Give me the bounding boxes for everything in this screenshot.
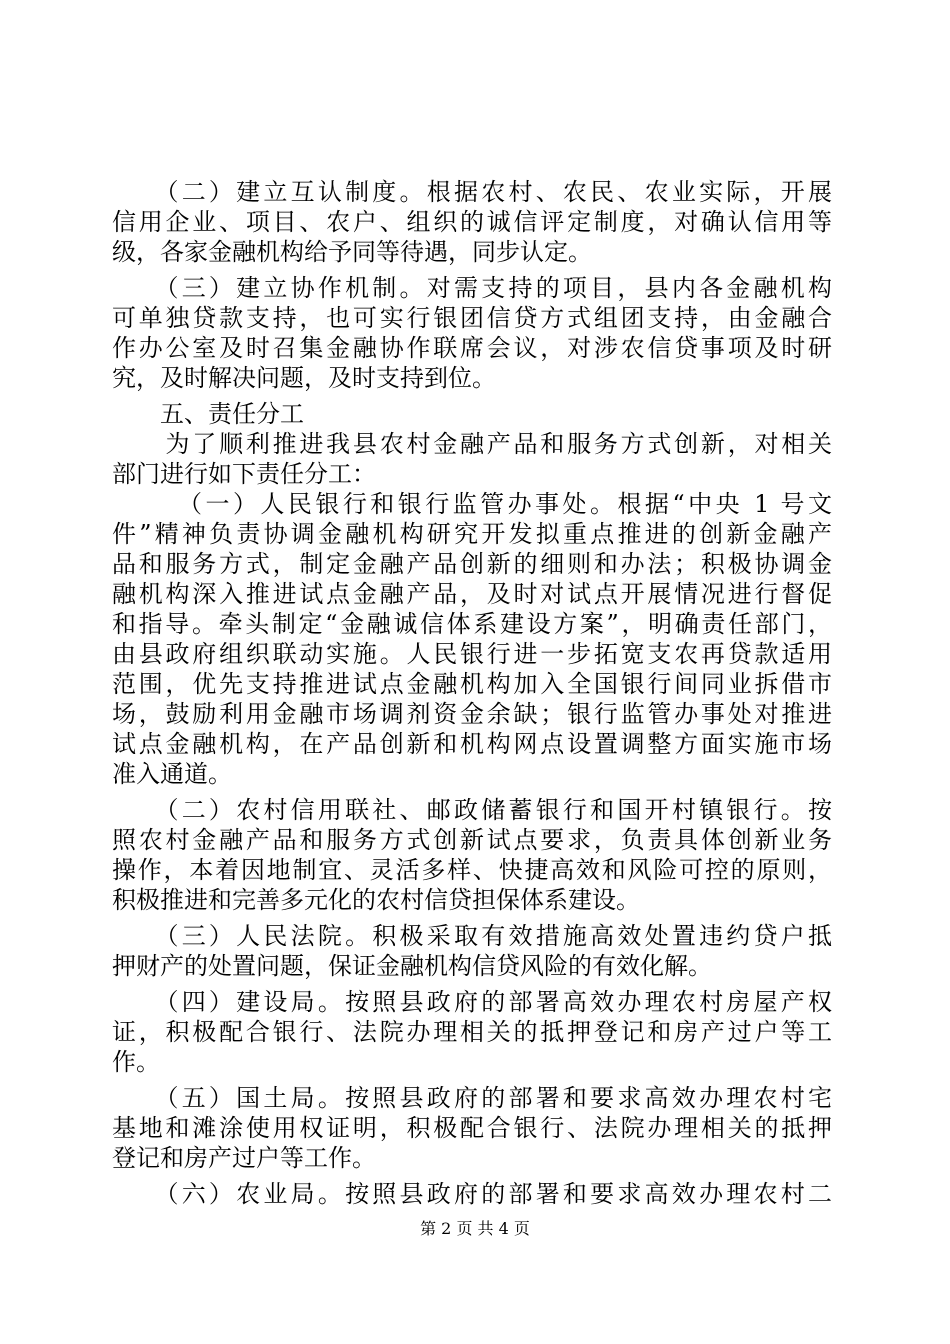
text-line: （三）建立协作机制。对需支持的项目，县内各金融机构: [112, 274, 832, 302]
text-line: 准入通道。: [112, 760, 232, 788]
text-line: 基地和滩涂使用权证明，积极配合银行、法院办理相关的抵押: [112, 1114, 832, 1142]
text-line: 由县政府组织联动实施。人民银行进一步拓宽支农再贷款适用: [112, 640, 832, 668]
text-line: 作。: [112, 1048, 160, 1076]
text-line: 级，各家金融机构给予同等待遇，同步认定。: [112, 238, 592, 266]
text-line: 为了顺利推进我县农村金融产品和服务方式创新，对相关: [112, 430, 832, 458]
text-line: 品和服务方式，制定金融产品创新的细则和办法；积极协调金: [112, 550, 832, 578]
text-line: 场，鼓励利用金融市场调剂资金余缺；银行监管办事处对推进: [112, 700, 832, 728]
text-line: 范围，优先支持推进试点金融机构加入全国银行间同业拆借市: [112, 670, 832, 698]
text-line: （二）农村信用联社、邮政储蓄银行和国开村镇银行。按: [112, 796, 832, 824]
text-line: 部门进行如下责任分工：: [112, 460, 376, 488]
text-line: 融机构深入推进试点金融产品，及时对试点开展情况进行督促: [112, 580, 832, 608]
text-line: 操作，本着因地制宜、灵活多样、快捷高效和风险可控的原则，: [112, 856, 832, 884]
text-line: 究，及时解决问题，及时支持到位。: [112, 364, 496, 392]
text-line: （五）国土局。按照县政府的部署和要求高效办理农村宅: [112, 1084, 832, 1112]
text-line: 登记和房产过户等工作。: [112, 1144, 376, 1172]
text-line: 押财产的处置问题，保证金融机构信贷风险的有效化解。: [112, 952, 712, 980]
text-line: 试点金融机构，在产品创新和机构网点设置调整方面实施市场: [112, 730, 832, 758]
text-line: （四）建设局。按照县政府的部署高效办理农村房屋产权: [112, 988, 832, 1016]
text-line: 证，积极配合银行、法院办理相关的抵押登记和房产过户等工: [112, 1018, 832, 1046]
text-line: 可单独贷款支持，也可实行银团信贷方式组团支持，由金融合: [112, 304, 832, 332]
text-line: （六）农业局。按照县政府的部署和要求高效办理农村二: [112, 1180, 832, 1208]
document-body: [112, 177, 832, 1209]
text-line: （一）人民银行和银行监管办事处。根据“中央 1 号文: [112, 490, 832, 518]
text-line: 照农村金融产品和服务方式创新试点要求，负责具体创新业务: [112, 826, 832, 854]
text-line: 件”精神负责协调金融机构研究开发拟重点推进的创新金融产: [112, 520, 832, 548]
text-line: （三）人民法院。积极采取有效措施高效处置违约贷户抵: [112, 922, 832, 950]
text-line: 积极推进和完善多元化的农村信贷担保体系建设。: [112, 886, 640, 914]
text-line: 作办公室及时召集金融协作联席会议，对涉农信贷事项及时研: [112, 334, 832, 362]
text-line: （二）建立互认制度。根据农村、农民、农业实际，开展: [112, 178, 832, 206]
text-line: 和指导。牵头制定“金融诚信体系建设方案”，明确责任部门，: [112, 610, 832, 638]
text-line: 信用企业、项目、农户、组织的诚信评定制度，对确认信用等: [112, 208, 832, 236]
section-heading: 五、责任分工: [112, 400, 304, 428]
page-footer: 第 2 页 共 4 页: [420, 1219, 530, 1238]
